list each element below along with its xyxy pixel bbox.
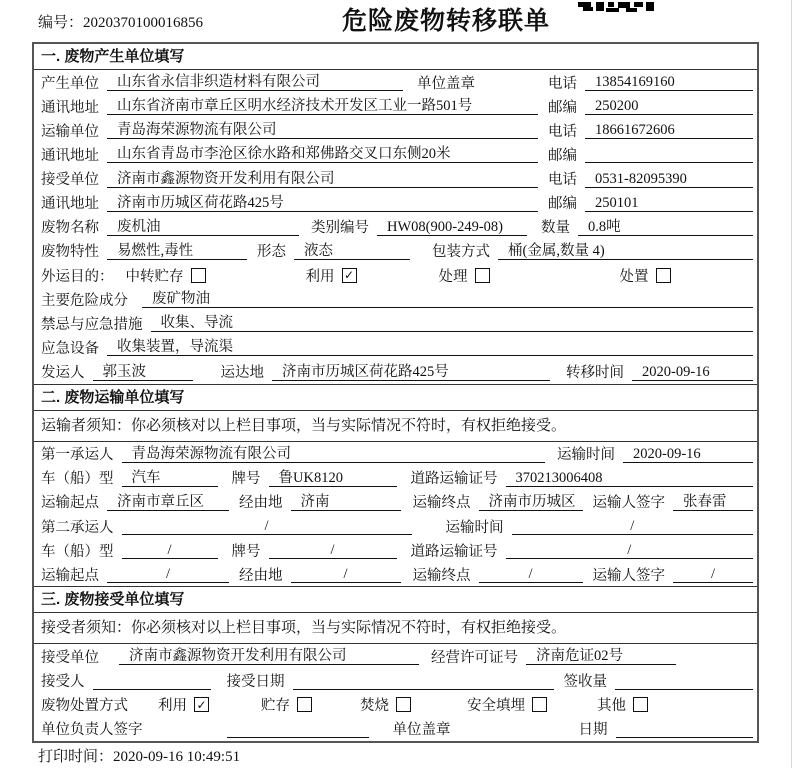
disposal-option-utilize [158, 694, 209, 715]
checkbox-dispose-icon [656, 268, 671, 283]
carrier2-field: / [122, 517, 412, 535]
recipient-field [93, 672, 211, 690]
consignor-field: 郭玉波 [93, 363, 193, 381]
row-hazard-component [34, 287, 757, 311]
end2-field: / [479, 565, 583, 583]
row-emergency-measures [34, 311, 757, 335]
row-head-signature [34, 717, 757, 741]
checkbox-disposal-storage-icon [297, 697, 312, 712]
transfer-date-label: 转移时间 [566, 365, 624, 382]
addr3-label: 通讯地址 [41, 196, 99, 213]
row-receiver-address [34, 191, 757, 215]
zip3-field: 250101 [585, 194, 753, 212]
vehicle1-field: 汽车 [122, 469, 218, 487]
packing-label: 包装方式 [432, 244, 490, 261]
purpose-option-utilize-label: 利用 [305, 268, 335, 285]
via2-label: 经由地 [239, 567, 283, 584]
via1-label: 经由地 [239, 495, 283, 512]
via1-field: 济南 [291, 493, 401, 511]
transporter-label: 运输单位 [41, 123, 99, 140]
addr1-label: 通讯地址 [41, 99, 99, 116]
addr3-field: 济南市历城区荷花路425号 [107, 194, 538, 212]
quantity-field: 0.8吨 [578, 218, 753, 236]
purpose-option-treat [439, 265, 490, 286]
sign1-field: 张春雷 [673, 493, 753, 511]
dest-label: 运达地 [220, 365, 264, 382]
permit-label: 经营许可证号 [431, 649, 518, 666]
waste-name-label: 废物名称 [41, 220, 99, 237]
permit-field: 济南危证02号 [526, 647, 676, 665]
character-label: 废物特性 [41, 244, 99, 261]
via2-field: / [291, 565, 401, 583]
form-label: 形态 [257, 244, 286, 261]
end1-field: 济南市历城区 [479, 493, 583, 511]
print-time-label: 打印时间： [38, 749, 114, 765]
sign2-label: 运输人签字 [592, 567, 665, 584]
license2-label: 道路运输证号 [410, 543, 498, 560]
receiver-label: 接受单位 [41, 172, 99, 189]
origin2-field: / [107, 565, 229, 583]
checkbox-disposal-incinerate-icon [396, 697, 411, 712]
hazard-field: 废矿物油 [142, 290, 753, 308]
purpose-option-dispose-label: 处置 [619, 268, 649, 285]
addr2-label: 通讯地址 [41, 147, 99, 164]
purpose-option-storage-label: 中转贮存 [125, 268, 184, 285]
phone2-label: 电话 [548, 123, 577, 140]
origin2-label: 运输起点 [41, 567, 99, 584]
phone3-label: 电话 [548, 172, 577, 189]
zip1-label: 邮编 [548, 99, 577, 116]
row-producer [34, 70, 757, 94]
equipment-label: 应急设备 [41, 340, 99, 357]
addr2-field: 山东省青岛市李沧区徐水路和郑佛路交叉口东侧20米 [107, 145, 538, 163]
time2-label: 运输时间 [445, 519, 504, 536]
plate1-field: 鲁UK8120 [269, 469, 397, 487]
hazard-label: 主要危险成分 [41, 292, 128, 309]
disposal-label: 废物处置方式 [41, 698, 128, 715]
accept-unit-field: 济南市鑫源物资开发利用有限公司 [119, 647, 419, 665]
zip3-label: 邮编 [548, 196, 577, 213]
row-transporter-address [34, 142, 757, 166]
waste-name-field: 废机油 [107, 218, 299, 236]
section1-header: 一. 废物产生单位填写 [34, 44, 757, 70]
category-field: HW08(900-249-08) [377, 218, 527, 236]
license1-field: 370213006408 [506, 469, 754, 487]
recipient-label: 接受人 [41, 674, 85, 691]
checkbox-treat-icon [475, 268, 490, 283]
equipment-field: 收集装置，导流渠 [107, 338, 753, 356]
disposal-option-utilize-label: 利用 [158, 698, 187, 715]
checkbox-storage-icon [191, 268, 206, 283]
purpose-option-treat-label: 处理 [438, 268, 468, 285]
time2-field: / [512, 517, 754, 535]
purpose-option-dispose [620, 265, 671, 286]
phone1-field: 13854169160 [585, 73, 753, 91]
disposal-option-storage [261, 694, 312, 715]
purpose-option-storage [126, 265, 206, 286]
vehicle2-label: 车（船）型 [41, 543, 114, 560]
row-vehicle2 [34, 538, 757, 562]
time1-field: 2020-09-16 [623, 445, 753, 463]
zip1-field: 250200 [585, 97, 753, 115]
unit-seal2-label: 单位盖章 [392, 722, 451, 739]
form-table [32, 42, 759, 743]
scan-edge-line [791, 0, 792, 768]
row-producer-address [34, 94, 757, 118]
qr-code-fragment-icon [578, 0, 656, 18]
phone3-field: 0531-82095390 [585, 170, 753, 188]
addr1-field: 山东省济南市章丘区明水经济技术开发区工业一路501号 [107, 97, 538, 115]
row-emergency-equipment [34, 335, 757, 359]
transfer-date-field: 2020-09-16 [632, 363, 753, 381]
row-disposal-method [34, 693, 757, 717]
consignor-label: 发运人 [41, 365, 85, 382]
row-carrier1 [34, 442, 757, 466]
producer-label: 产生单位 [41, 75, 99, 92]
zip2-label: 邮编 [548, 147, 577, 164]
disposal-option-other [597, 694, 648, 715]
row-receiver [34, 167, 757, 191]
sign2-field: / [673, 565, 753, 583]
checkbox-disposal-other-icon [633, 697, 648, 712]
disposal-option-incinerate-label: 焚烧 [360, 698, 389, 715]
amount-field [615, 672, 753, 690]
receiver-field: 济南市鑫源物资开发利用有限公司 [107, 170, 538, 188]
end1-label: 运输终点 [412, 495, 471, 512]
carrier2-label: 第二承运人 [41, 519, 114, 536]
disposal-option-storage-label: 贮存 [261, 698, 290, 715]
character-field: 易燃性,毒性 [107, 242, 247, 260]
checkbox-disposal-landfill-icon [532, 697, 547, 712]
disposal-option-landfill-label: 安全填埋 [467, 698, 525, 715]
plate2-label: 牌号 [231, 543, 261, 560]
checkbox-disposal-utilize-checked-icon: ✓ [194, 697, 209, 712]
vehicle2-field: / [122, 541, 218, 559]
end2-label: 运输终点 [412, 567, 471, 584]
sign1-label: 运输人签字 [592, 495, 665, 512]
section3-header: 三. 废物接受单位填写 [34, 586, 757, 613]
disposal-option-landfill [467, 694, 547, 715]
carrier1-field: 青岛海荣源物流有限公司 [122, 445, 546, 463]
license1-label: 道路运输证号 [410, 471, 498, 488]
zip2-field [585, 145, 753, 163]
row-waste-name [34, 215, 757, 239]
time1-label: 运输时间 [557, 447, 615, 464]
packing-field: 桶(金属,数量 4) [498, 242, 753, 260]
row-vehicle1 [34, 466, 757, 490]
head-sign-field [227, 720, 369, 738]
plate1-label: 牌号 [231, 471, 261, 488]
row-carrier2 [34, 514, 757, 538]
accept-date-field [293, 672, 554, 690]
date2-field [616, 720, 754, 738]
row-route1 [34, 490, 757, 514]
print-time-value: 2020-09-16 10:49:51 [113, 749, 241, 765]
amount-label: 签收量 [563, 674, 607, 691]
transporter-field: 青岛海荣源物流有限公司 [107, 121, 538, 139]
row-accept-unit [34, 644, 757, 668]
row-transporter [34, 118, 757, 142]
quantity-label: 数量 [541, 220, 570, 237]
checkbox-utilize-checked-icon: ✓ [342, 268, 357, 283]
accept-date-label: 接受日期 [226, 674, 285, 691]
row-consignor [34, 360, 757, 384]
section2-header: 二. 废物运输单位填写 [34, 384, 757, 411]
page-title: 危险废物转移联单 [341, 7, 550, 35]
section2-notice: 运输者须知：你必须核对以上栏目事项，当与实际情况不符时，有权拒绝接受。 [34, 411, 757, 442]
row-recipient [34, 669, 757, 693]
disposal-option-other-label: 其他 [597, 698, 626, 715]
unit-seal-label: 单位盖章 [417, 75, 475, 92]
row-waste-character [34, 239, 757, 263]
form-field: 液态 [294, 242, 410, 260]
taboo-field: 收集、导流 [151, 314, 754, 332]
print-time [38, 745, 240, 766]
row-transport-purpose [34, 263, 757, 287]
category-label: 类别编号 [311, 220, 369, 237]
section3-notice: 接受者须知：你必须核对以上栏目事项，当与实际情况不符时，有权拒绝接受。 [34, 613, 757, 644]
serial-value: 2020370100016856 [83, 15, 204, 31]
license2-field: / [506, 541, 754, 559]
dest-field: 济南市历城区荷花路425号 [272, 363, 550, 381]
vehicle1-label: 车（船）型 [41, 471, 114, 488]
taboo-label: 禁忌与应急措施 [41, 316, 143, 333]
producer-field: 山东省永信非织造材料有限公司 [107, 73, 403, 91]
head-sign-label: 单位负责人签字 [41, 722, 143, 739]
disposal-option-incinerate [360, 694, 411, 715]
carrier1-label: 第一承运人 [41, 447, 114, 464]
accept-unit-label: 接受单位 [41, 649, 99, 666]
row-route2 [34, 562, 757, 586]
phone2-field: 18661672606 [585, 121, 753, 139]
phone1-label: 电话 [548, 75, 577, 92]
origin1-label: 运输起点 [41, 495, 99, 512]
date2-label: 日期 [578, 722, 608, 739]
purpose-label: 外运目的： [41, 268, 114, 285]
serial-label: 编号： [38, 15, 84, 31]
purpose-option-utilize [306, 265, 357, 286]
plate2-field: / [269, 541, 397, 559]
origin1-field: 济南市章丘区 [107, 493, 229, 511]
